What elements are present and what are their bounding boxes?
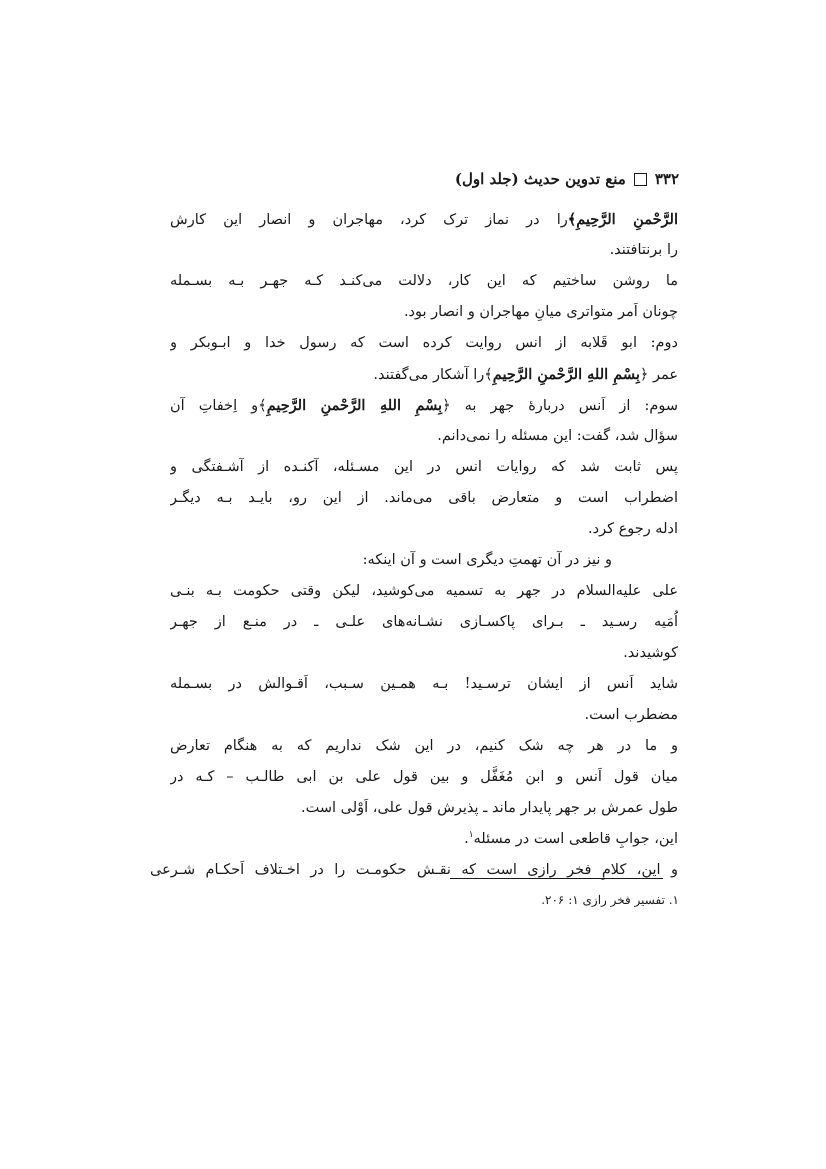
footnote: ۱. تفسیر فخر رازی ۱: ۲۰۶. [541, 893, 679, 907]
text-line: اُمَیه رسـید ـ بـرای پاکسـازی نشـانه‌های علـی ـ در منـع از جهـر [170, 614, 678, 630]
text-line: عمر ﴿بِسْمِ اللهِ الرَّحْمنِ الرَّحِيمِ﴾را آشکار می‌گفتند. [373, 366, 678, 383]
text-line: طول عمرش بر جهر پایدار ماند ـ پذیرش قول علی، اَوْلی است. [300, 800, 678, 816]
text-line: ادله رجوع کرد. [588, 521, 678, 537]
text-line: سؤال شد، گفت: این مسئله را نمی‌دانم. [437, 428, 678, 444]
text-line: پس ثابت شد که روایات انس در این مسـئله، آکنـده از آشـفتگی و [170, 459, 678, 475]
text-line: و ما در هر چه شک کنیم، در این شک نداریم که به هنگام تعارض [170, 738, 678, 754]
body-text [150, 204, 678, 886]
text-line: دوم: ابو قَلابه از انس روایت کرده است که رسول خدا و ابـوبکر و [170, 335, 678, 351]
footnote-divider [450, 878, 663, 879]
text-line: الرَّحْمنِ الرَّحِيمِ﴾را در نماز ترک کرد، مهاجران و انصار این کارش [170, 211, 678, 228]
text-line: و نیز در آن تهمتِ دیگری است و آن اینکه: [362, 552, 612, 568]
text-line: کوشیدند. [623, 645, 678, 661]
text-line: ما روشن ساختیم که این کار، دلالت می‌کنـد کـه جهـر بـه بسـمله [170, 273, 678, 289]
text-line: اضطراب است و متعارض باقی می‌ماند. از این رو، بایـد بـه دیگـر [170, 490, 678, 506]
text-line: مضطرب است. [584, 707, 678, 723]
text-line: علی عليه‌السلام در جهر به تسمیه می‌کوشید، لیکن وقتی حکومت بـه بنـی [170, 583, 678, 599]
text-line: شاید اَنس از ایشان ترسـید! بـه همـین سـبب، اَقـوالش در بسـمله [170, 676, 678, 692]
text-line: این، جوابِ قاطعی است در مسئله$^۱$. [464, 830, 678, 847]
text-line: سوم: از اَنس دربارهٔ جهر به ﴿بِسْمِ اللهِ الرَّحْمنِ الرَّحِيمِ﴾و اِخفاتِ آن [170, 397, 678, 414]
text-line: و این، کلامِ فخر رازی است که نقـش حکومـت را در اخـتلاف اَحکـام شـرعی [150, 862, 678, 878]
running-title: منع تدوین حدیث (جلد اول) [454, 170, 626, 188]
text-line: میان قول اَنس و ابن مُغَفَّل و بین قول علی بن ابی طالـب – کـه در [170, 769, 678, 785]
page-number: ۳۳۲ [654, 170, 679, 188]
text-line: چونان اَمر متواتری میانِ مهاجران و انصار بود. [403, 304, 678, 320]
footnote-ref: ۱ [468, 830, 474, 841]
square-icon [634, 173, 647, 186]
text-line: را برنتافتند. [609, 242, 678, 258]
running-header [455, 170, 679, 188]
